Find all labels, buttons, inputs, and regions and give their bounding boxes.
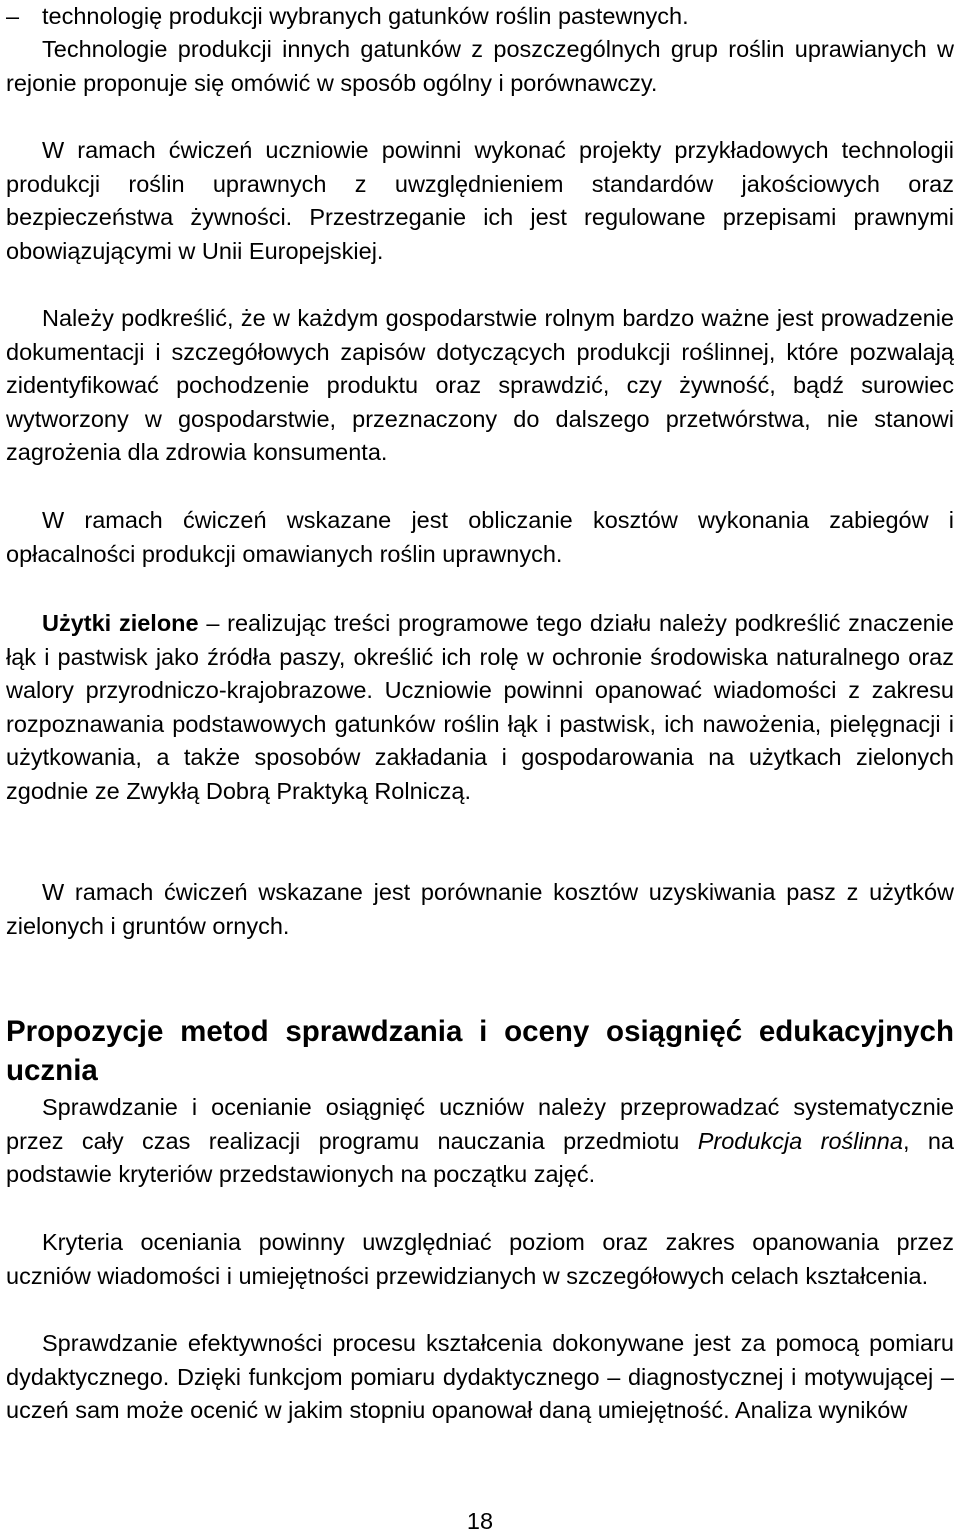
- page-number: 18: [466, 1508, 494, 1534]
- paragraph-uzytki-zielone: Użytki zielone – realizując treści programowe tego działu należy podkreślić znaczenie łąk i pastwisk jako źródła paszy, określić ich rolę w ochronie środowiska naturalnego oraz walory przyrodniczo-krajobrazowe. Uczniowie powinni opanować wiadomości z zakresu rozpoznawania podstawowych gatunków roślin łąk i pastwisk, ich nawożenia, pielęgnacji i użytkowania, a także sposobów zakładania i gospodarowania na użytkach zielonych zgodnie ze Zwykłą Dobrą Praktyką Rolniczą.: [6, 610, 954, 804]
- dash-bullet: –: [6, 3, 20, 29]
- paragraph-pomiar: Sprawdzanie efektywności procesu kształcenia dokonywane jest za pomocą pomiaru dydaktycznego. Dzięki funkcjom pomiaru dydaktycznego – diagnostycznej i motywującej – uczeń sam może ocenić w jakim stopniu opanował daną umiejętność. Analiza wyników: [6, 1330, 954, 1423]
- paragraph-dokumentacja: Należy podkreślić, że w każdym gospodarstwie rolnym bardzo ważne jest prowadzenie dokumentacji i szczegółowych zapisów dotyczących produkcji roślinnej, które pozwalają zidentyfikować pochodzenie produktu oraz sprawdzić, czy żywność, bądź surowiec wytworzony w gospodarstwie, przeznaczony do dalszego przetwórstwa, nie stanowi zagrożenia dla zdrowia konsumenta.: [6, 305, 954, 465]
- paragraph-technologie: Technologie produkcji innych gatunków z poszczególnych grup roślin uprawianych w rejonie proponuje się omówić w sposób ogólny i porównawczy.: [6, 36, 954, 96]
- paragraph-pasze: W ramach ćwiczeń wskazane jest porównanie kosztów uzyskiwania pasz z użytków zielonych i gruntów ornych.: [6, 879, 954, 939]
- bullet-item: [6, 0, 954, 34]
- paragraph-ocenianie: Sprawdzanie i ocenianie osiągnięć uczniów należy przeprowadzać systematycznie przez cały czas realizacji programu nauczania przedmiotu Produkcja roślinna, na podstawie kryteriów przedstawionych na początku zajęć.: [6, 1094, 955, 1187]
- subject-name: Produkcja roślinna: [697, 1127, 903, 1154]
- term-uzytki-zielone: Użytki zielone: [42, 610, 199, 636]
- paragraph-projekty: W ramach ćwiczeń uczniowie powinni wykonać projekty przykładowych technologii produkcji roślin uprawnych z uwzględnieniem standardów jakościowych oraz bezpieczeństwa żywności. Przestrzeganie ich jest regulowane przepisami prawnymi obowiązującymi w Unii Europejskiej.: [6, 137, 954, 264]
- paragraph-kryteria: Kryteria oceniania powinny uwzględniać poziom oraz zakres opanowania przez uczniów wiadomości i umiejętności przewidzianych w szczegółowych celach kształcenia.: [6, 1229, 954, 1289]
- bullet-text: technologię produkcji wybranych gatunków roślin pastewnych.: [42, 3, 689, 29]
- paragraph-koszty: W ramach ćwiczeń wskazane jest obliczanie kosztów wykonania zabiegów i opłacalności produkcji omawianych roślin uprawnych.: [6, 507, 954, 567]
- section-heading: Propozycje metod sprawdzania i oceny osiągnięć edukacyjnych ucznia: [6, 1015, 954, 1087]
